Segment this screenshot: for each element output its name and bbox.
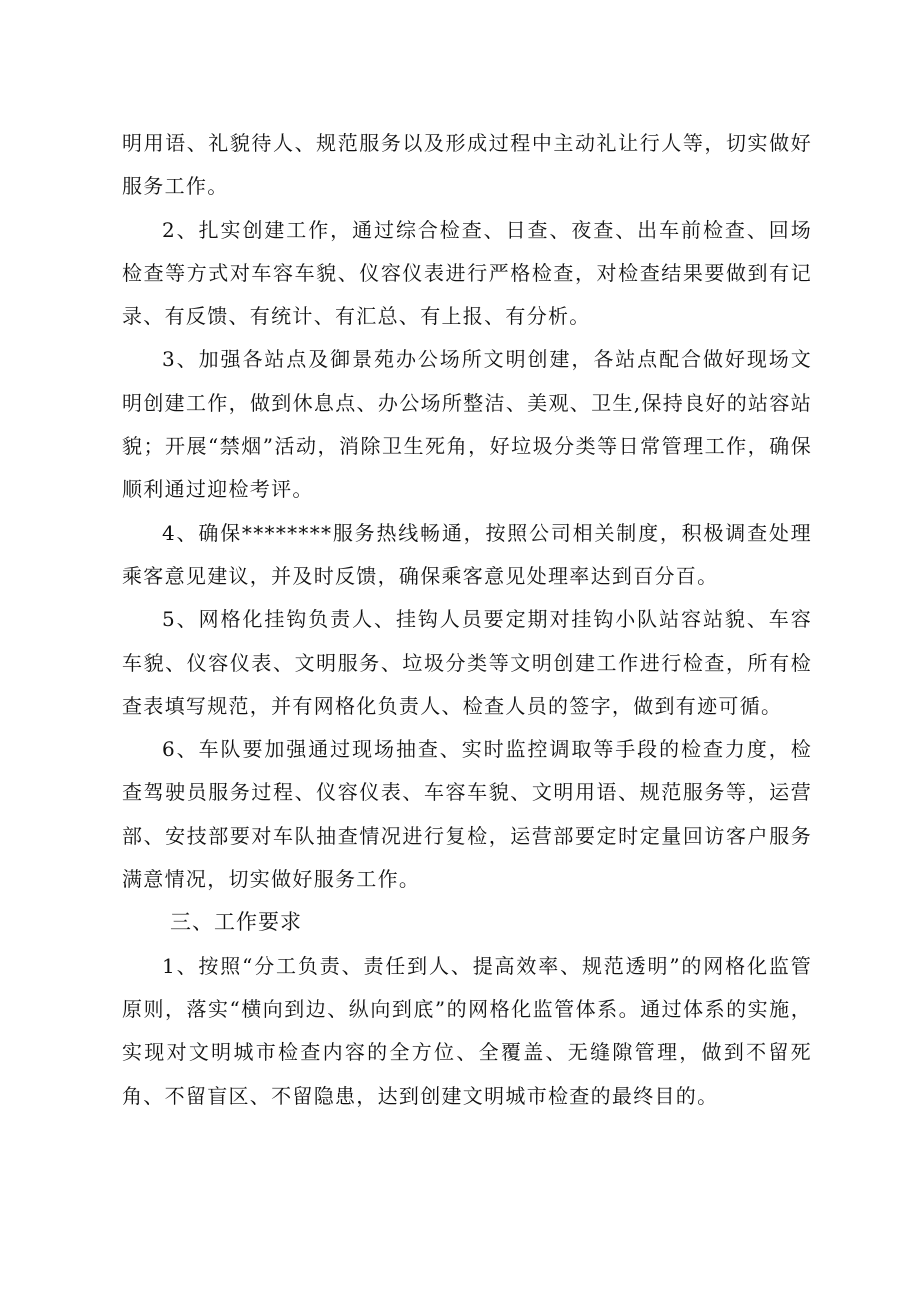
work-item-6: 6、车队要加强通过现场抽查、实时监控调取等手段的检查力度，检查驾驶员服务过程、仪容仪表、车容车貌、文明用语、规范服务等，运营部、安技部要对车队抽查情况进行复检，运营部要定时定量回访客户服务满意情况，切实做好服务工作。 — [122, 737, 812, 892]
work-item-5: 5、网格化挂钩负责人、挂钩人员要定期对挂钩小队站容站貌、车容车貌、仪容仪表、文明服务、垃圾分类等文明创建工作进行检查，所有检查表填写规范，并有网格化负责人、检查人员的签字，做到有迹可循。 — [122, 607, 812, 718]
document-body — [122, 122, 812, 1118]
work-item-2: 2、扎实创建工作，通过综合检查、日查、夜查、出车前检查、回场检查等方式对车容车貌、仪容仪表进行严格检查，对检查结果要做到有记录、有反馈、有统计、有汇总、有上报、有分析。 — [122, 217, 812, 329]
section-heading: 三、工作要求 — [170, 910, 302, 935]
work-item-4: 4、确保********服务热线畅通，按照公司相关制度，积极调查处理乘客意见建议，并及时反馈，确保乘客意见处理率达到百分百。 — [122, 520, 812, 588]
requirement-item-1: 1、按照“分工负责、责任到人、提高效率、规范透明”的网格化监管原则，落实“横向到边、纵向到底”的网格化监管体系。通过体系的实施，实现对文明城市检查内容的全方位、全覆盖、无缝隙管理，做到不留死角、不留盲区、不留隐患，达到创建文明城市检查的最终目的。 — [122, 953, 812, 1108]
work-item-3: 3、加强各站点及御景苑办公场所文明创建，各站点配合做好现场文明创建工作，做到休息点、办公场所整洁、美观、卫生,保持良好的站容站貌；开展“禁烟”活动，消除卫生死角，好垃圾分类等日常管理工作，确保顺利通过迎检考评。 — [122, 347, 812, 502]
continuation-paragraph: 明用语、礼貌待人、规范服务以及形成过程中主动礼让行人等，切实做好服务工作。 — [122, 131, 812, 199]
